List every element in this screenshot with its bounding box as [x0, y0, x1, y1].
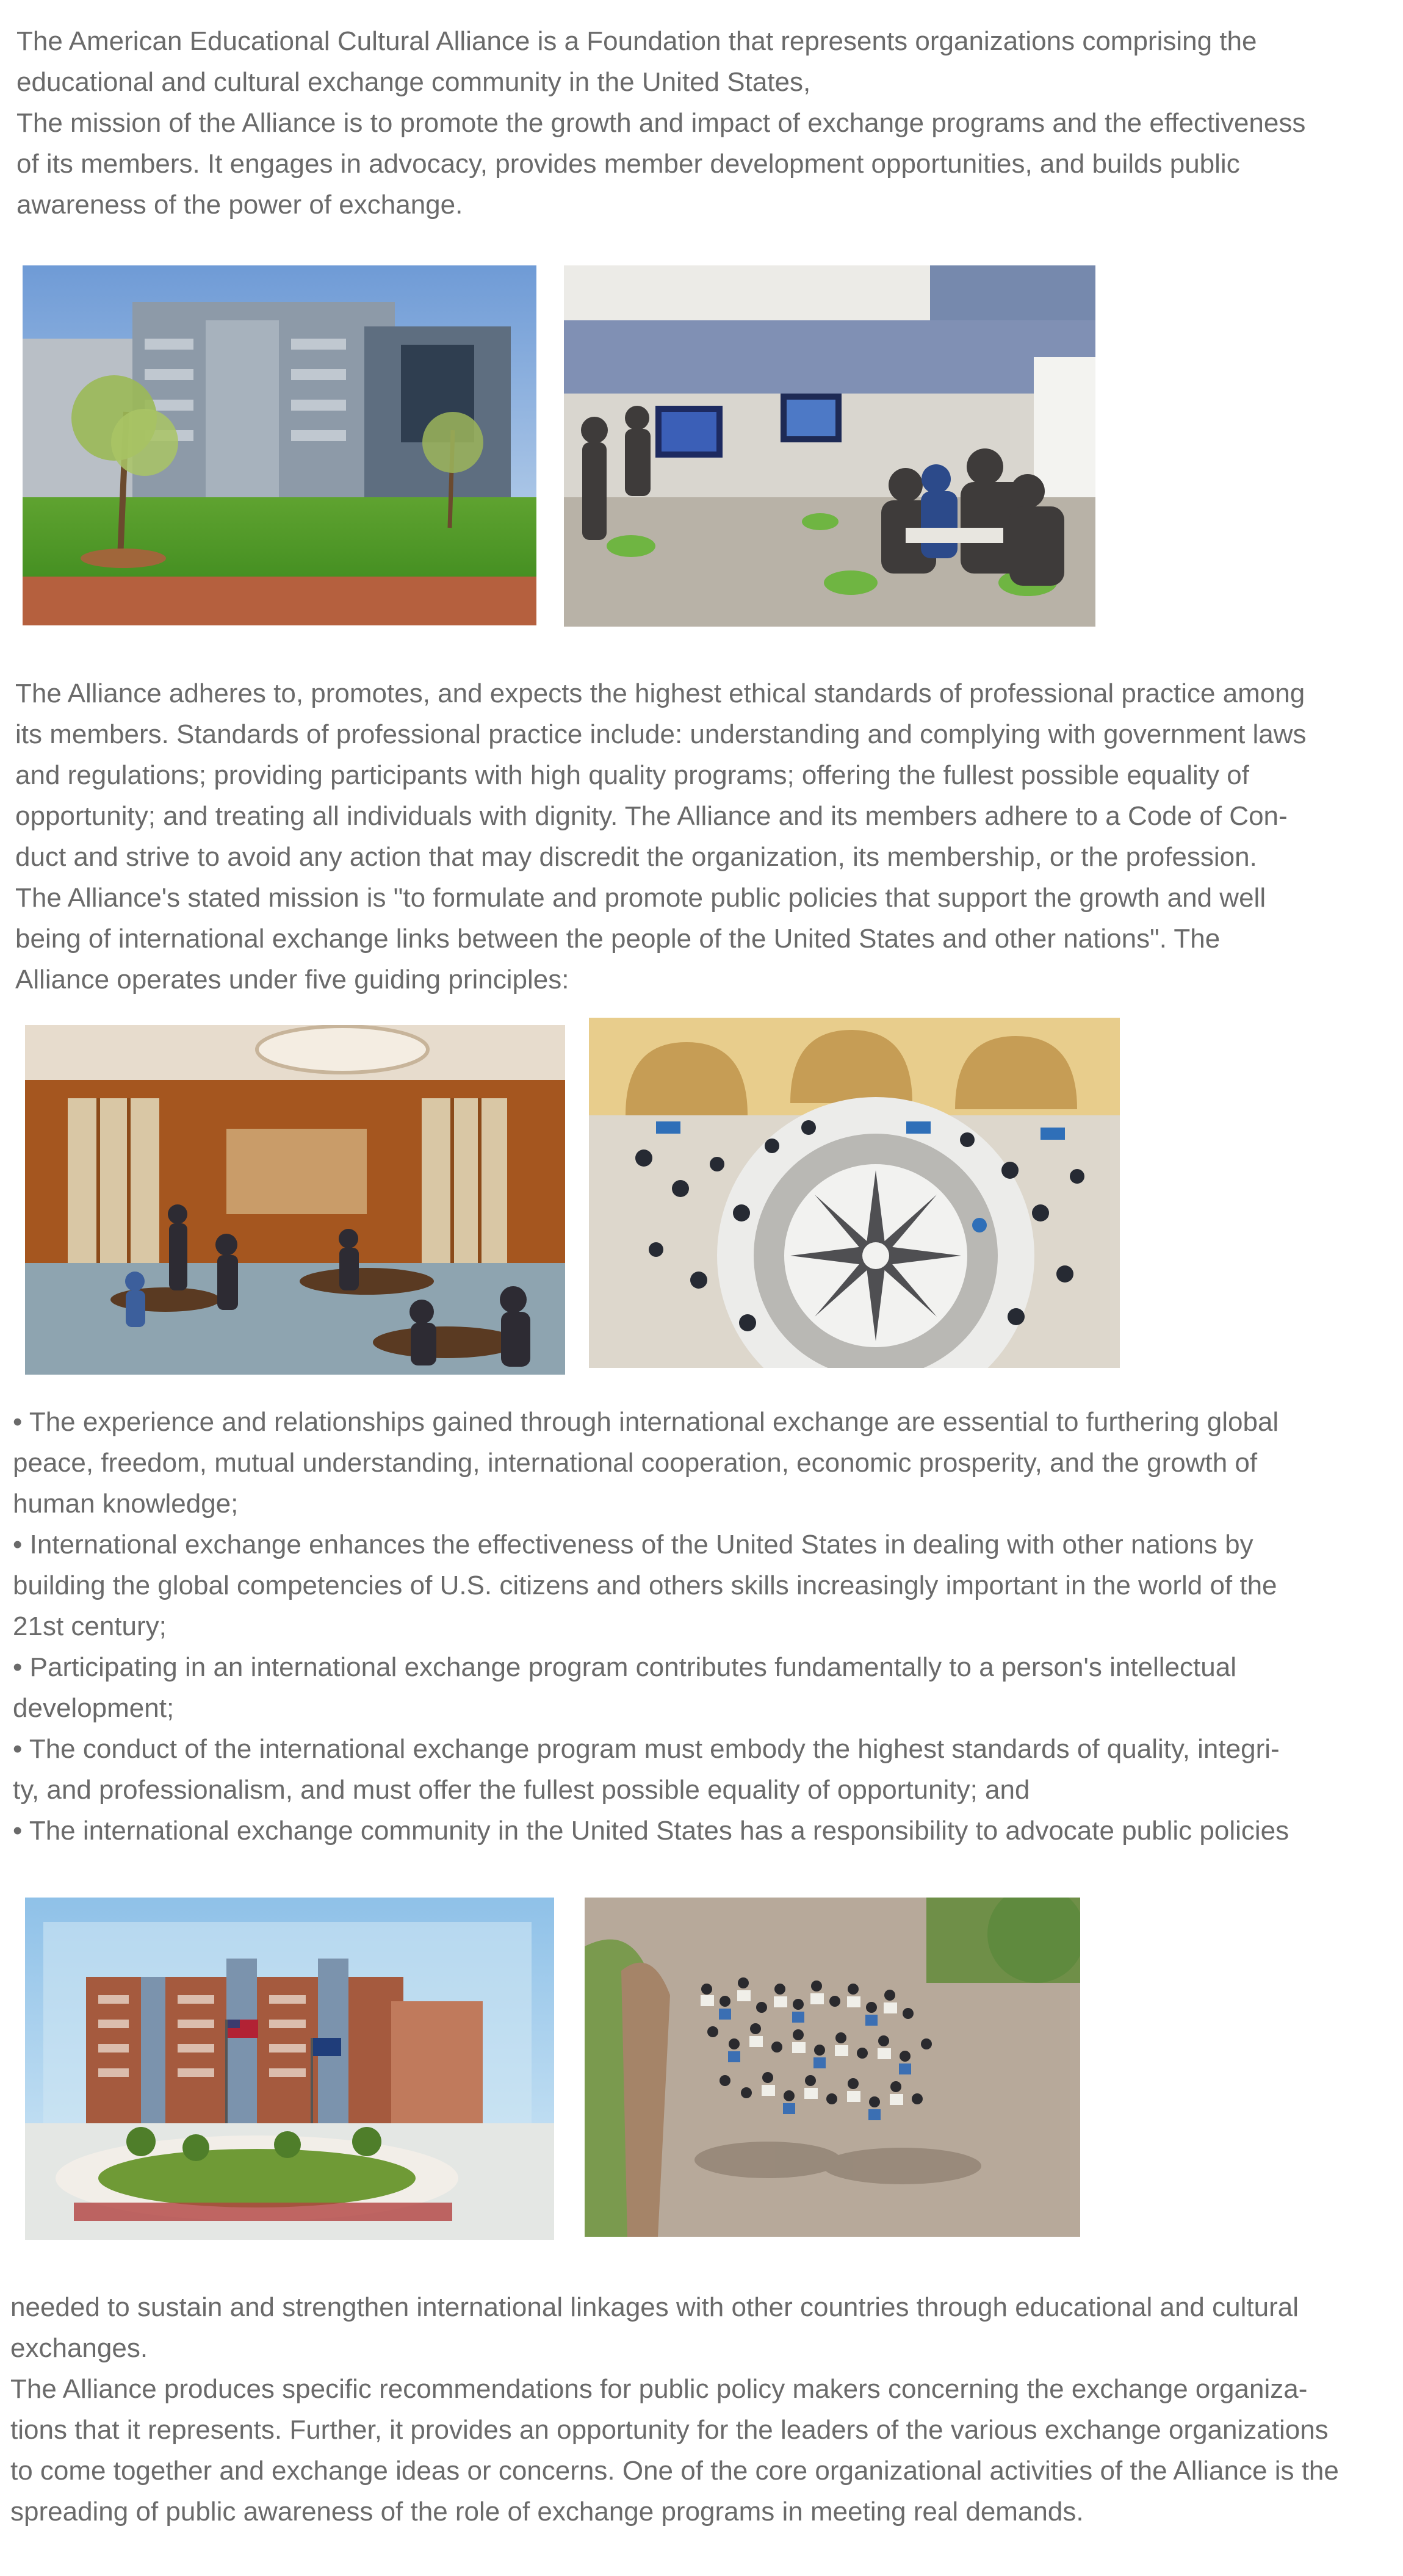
- principle-line: 21st century;: [13, 1611, 167, 1641]
- ethics-line: The Alliance's stated mission is "to formulate and promote public policies that support the growth and well: [15, 883, 1266, 913]
- principle-line: • The conduct of the international exchange program must embody the highest standards of quality, integri-: [13, 1734, 1280, 1764]
- closing-paragraph: [10, 2287, 1396, 2532]
- principle-line: building the global competencies of U.S. citizens and others skills increasingly important in the world of the: [13, 1570, 1277, 1600]
- principle-line: • Participating in an international exchange program contributes fundamentally to a person's intellectual: [13, 1652, 1236, 1682]
- ethics-line: its members. Standards of professional practice include: understanding and complying with government laws: [15, 719, 1307, 749]
- closing-line: exchanges.: [10, 2333, 148, 2363]
- ethics-line: and regulations; providing participants with high quality programs; offering the fullest possible equality of: [15, 760, 1249, 790]
- closing-line: The Alliance produces specific recommendations for public policy makers concerning the exchange organiza-: [10, 2374, 1308, 2404]
- classroom-photo: [564, 265, 1095, 627]
- principle-line: • The experience and relationships gained through international exchange are essential to furthering global: [13, 1407, 1279, 1437]
- intro-line: awareness of the power of exchange.: [16, 190, 463, 220]
- closing-line: spreading of public awareness of the role of exchange programs in meeting real demands.: [10, 2497, 1084, 2527]
- ethics-line: Alliance operates under five guiding principles:: [15, 965, 569, 995]
- group-gathering-photo: [585, 1898, 1080, 2237]
- intro-line: educational and cultural exchange community in the United States,: [16, 67, 811, 97]
- ethics-line: The Alliance adheres to, promotes, and expects the highest ethical standards of professional practice among: [15, 678, 1305, 708]
- principle-line: ty, and professionalism, and must offer the fullest possible equality of opportunity; and: [13, 1775, 1030, 1805]
- principle-line: development;: [13, 1693, 175, 1723]
- principle-line: human knowledge;: [13, 1489, 239, 1519]
- intro-paragraph: [16, 21, 1390, 225]
- intro-line: The mission of the Alliance is to promote the growth and impact of exchange programs and the effectiveness: [16, 108, 1306, 138]
- ethics-paragraph: [15, 673, 1394, 1000]
- rotunda-aerial-photo: [589, 1018, 1120, 1368]
- intro-line: The American Educational Cultural Alliance is a Foundation that represents organizations comprising the: [16, 26, 1257, 56]
- principles-list: [13, 1401, 1395, 1851]
- library-hall-photo: [25, 1025, 565, 1375]
- closing-line: needed to sustain and strengthen international linkages with other countries through educational and cultural: [10, 2292, 1299, 2322]
- closing-line: tions that it represents. Further, it provides an opportunity for the leaders of the various exchange organizations: [10, 2415, 1329, 2445]
- ethics-line: opportunity; and treating all individuals with dignity. The Alliance and its members adhere to a Code of Con-: [15, 801, 1288, 831]
- principle-line: peace, freedom, mutual understanding, international cooperation, economic prosperity, and the growth of: [13, 1448, 1258, 1478]
- principle-line: • The international exchange community in the United States has a responsibility to advocate public policies: [13, 1816, 1289, 1846]
- campus-building-photo: [23, 265, 536, 625]
- closing-line: to come together and exchange ideas or concerns. One of the core organizational activities of the Alliance is the: [10, 2456, 1339, 2486]
- ethics-line: being of international exchange links between the people of the United States and other nations". The: [15, 924, 1221, 954]
- principle-line: • International exchange enhances the effectiveness of the United States in dealing with other nations by: [13, 1530, 1253, 1560]
- brick-building-flags-photo: [25, 1898, 554, 2240]
- intro-line: of its members. It engages in advocacy, provides member development opportunities, and builds public: [16, 149, 1240, 179]
- ethics-line: duct and strive to avoid any action that may discredit the organization, its membership, or the profession.: [15, 842, 1257, 872]
